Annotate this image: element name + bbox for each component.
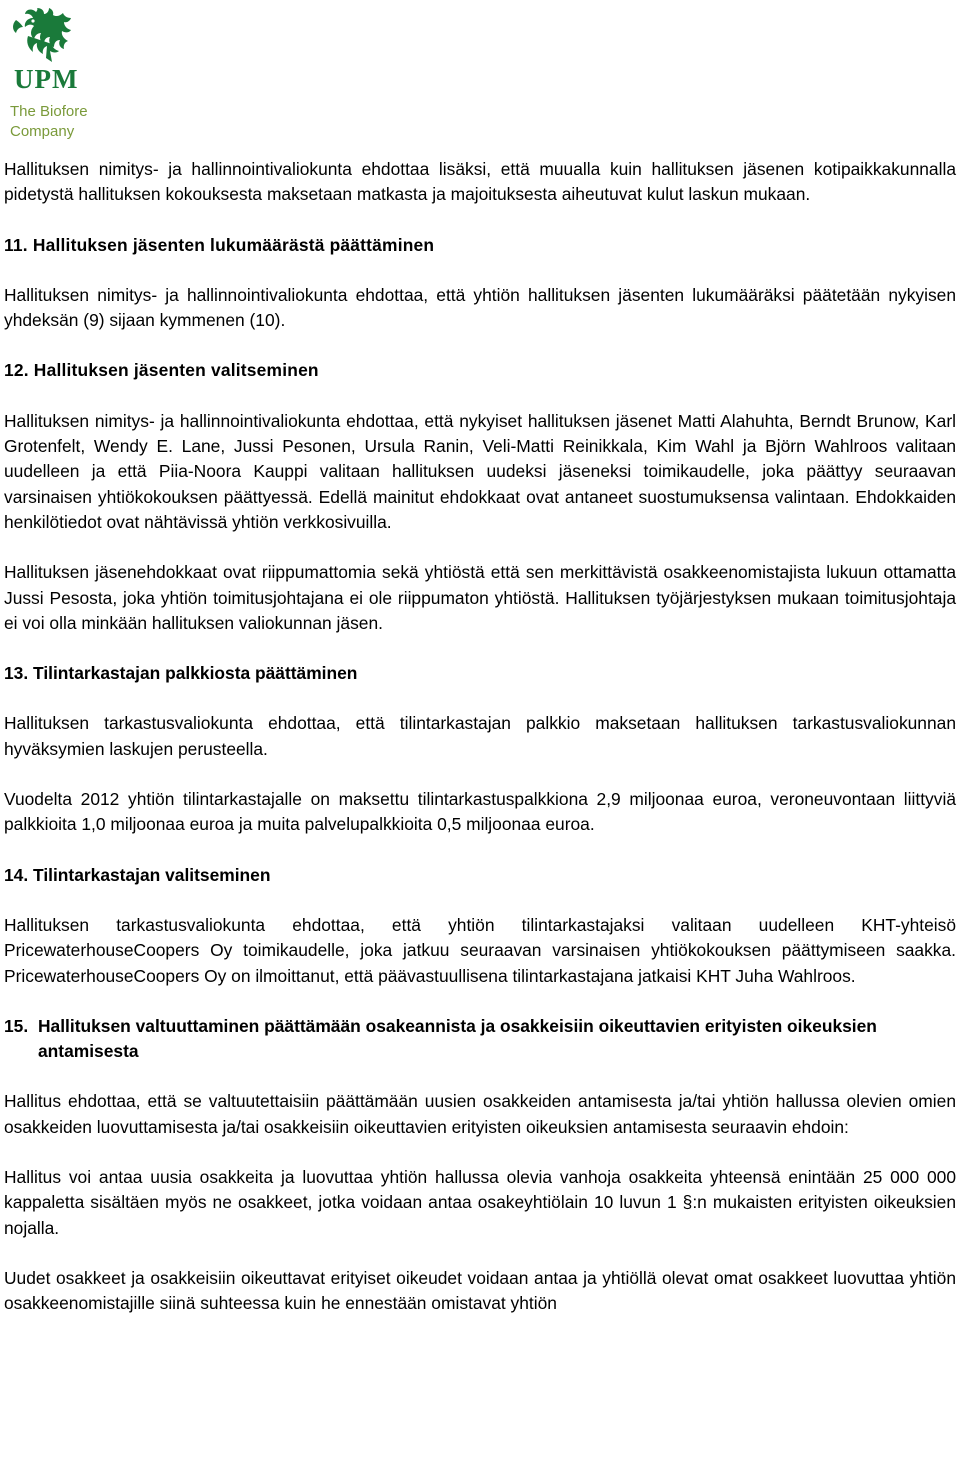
heading-section-14: 14. Tilintarkastajan valitseminen	[4, 864, 271, 885]
paragraph-section-12b: Hallituksen jäsenehdokkaat ovat riippumattomia sekä yhtiöstä että sen merkittävistä osakkeenomistajista lukuun ottamatta Jussi Pesosta, joka yhtiön toimitusjohtajana ei ole riippumaton yhtiöstä. Hallituksen työjärjestyksen mukaan toimitusjohtaja ei voi olla minkään hallituksen valiokunnan jäsen.	[4, 562, 956, 633]
heading-section-12: 12. Hallituksen jäsenten valitseminen	[4, 360, 319, 381]
paragraph-section-15a: Hallitus ehdottaa, että se valtuutettaisiin päättämään uusien osakkeiden antamisesta ja/tai yhtiön hallussa olevien omien osakkeiden luovuttamisesta ja/tai osakkeisiin oikeuttavien erityisten oikeuksien antamisesta seuraavin ehdoin:	[4, 1091, 956, 1137]
heading-section-13: 13. Tilintarkastajan palkkiosta päättäminen	[4, 663, 358, 684]
heading-section-15-number: 15.	[4, 1015, 29, 1036]
paragraph-section-15c: Uudet osakkeet ja osakkeisiin oikeuttavat erityiset oikeudet voidaan antaa ja yhtiöllä olevat omat osakkeet luovuttaa yhtiön osakkeenomistajille siinä suhteessa kuin he ennestään omistavat yhtiön	[4, 1267, 956, 1314]
logo-tagline	[10, 102, 88, 142]
upm-logo	[6, 6, 96, 140]
paragraph-section-14: Hallituksen tarkastusvaliokunta ehdottaa, että yhtiön tilintarkastajaksi valitaan uudelleen KHT-yhteisö PricewaterhouseCoopers Oy toimikaudelle, joka jatkuu seuraavan varsinaisen yhtiökokouksen päättymiseen saakka. PricewaterhouseCoopers Oy on ilmoittanut, että päävastuullisena tilintarkastajana jatkaisi KHT Juha Wahlroos.	[4, 914, 956, 986]
paragraph-section-13b: Vuodelta 2012 yhtiön tilintarkastajalle on maksettu tilintarkastuspalkkiona 2,9 miljoonaa euroa, veroneuvontaan liittyviä palkkioita 1,0 miljoonaa euroa ja muita palvelupalkkioita 0,5 miljoonaa euroa.	[4, 789, 956, 835]
paragraph-section-13a: Hallituksen tarkastusvaliokunta ehdottaa, että tilintarkastajan palkkio maksetaan hallituksen tarkastusvaliokunnan hyväksymien laskujen perusteella.	[4, 713, 956, 759]
logo-tagline-line2: Company	[10, 123, 75, 140]
document-body	[4, 157, 956, 1317]
logo-tagline-line1: The Biofore	[10, 103, 88, 120]
heading-section-11: 11. Hallituksen jäsenten lukumäärästä päättäminen	[4, 234, 435, 255]
paragraph-section-12a: Hallituksen nimitys- ja hallinnointivaliokunta ehdottaa, että nykyiset hallituksen jäsenet Matti Alahuhta, Berndt Brunow, Karl Grotenfelt, Wendy E. Lane, Jussi Pesonen, Ursula Ranin, Veli-Matti Reinikkala, Kim Wahl ja Björn Wahlroos valitaan uudelleen ja että Piia-Noora Kauppi valitaan hallituksen uudeksi jäseneksi toimikaudelle, joka päättyy seuraavan varsinaisen yhtiökokouksen päättyessä. Edellä mainitut ehdokkaat ovat antaneet suostumuksensa valintaan. Ehdokkaiden henkilötiedot ovat nähtävissä yhtiön verkkosivuilla.	[4, 410, 956, 532]
paragraph-intro: Hallituksen nimitys- ja hallinnointivaliokunta ehdottaa lisäksi, että muualla kuin hallituksen jäsenen kotipaikkakunnalla pidetystä hallituksen kokouksesta maksetaan matkasta ja majoituksesta aiheutuvat kulut laskun mukaan.	[4, 159, 956, 205]
paragraph-section-15b: Hallitus voi antaa uusia osakkeita ja luovuttaa yhtiön hallussa olevia vanhoja osakkeita yhteensä enintään 25 000 000 kappaletta sisältäen myös ne osakkeet, jotka voidaan antaa osakeyhtiölain 10 luvun 1 §:n mukaisten erityisten oikeuksien nojalla.	[4, 1167, 956, 1238]
logo-wordmark: UPM	[14, 64, 79, 94]
heading-section-15	[4, 1014, 956, 1065]
heading-section-15-text: Hallituksen valtuuttaminen päättämään osakeannista ja osakkeisiin oikeuttavien erityisten oikeuksien antamisesta	[38, 1015, 877, 1062]
paragraph-section-11: Hallituksen nimitys- ja hallinnointivaliokunta ehdottaa, että yhtiön hallituksen jäsenten lukumääräksi päätetään nykyisen yhdeksän (9) sijaan kymmenen (10).	[4, 284, 956, 331]
griffin-icon	[6, 6, 76, 64]
